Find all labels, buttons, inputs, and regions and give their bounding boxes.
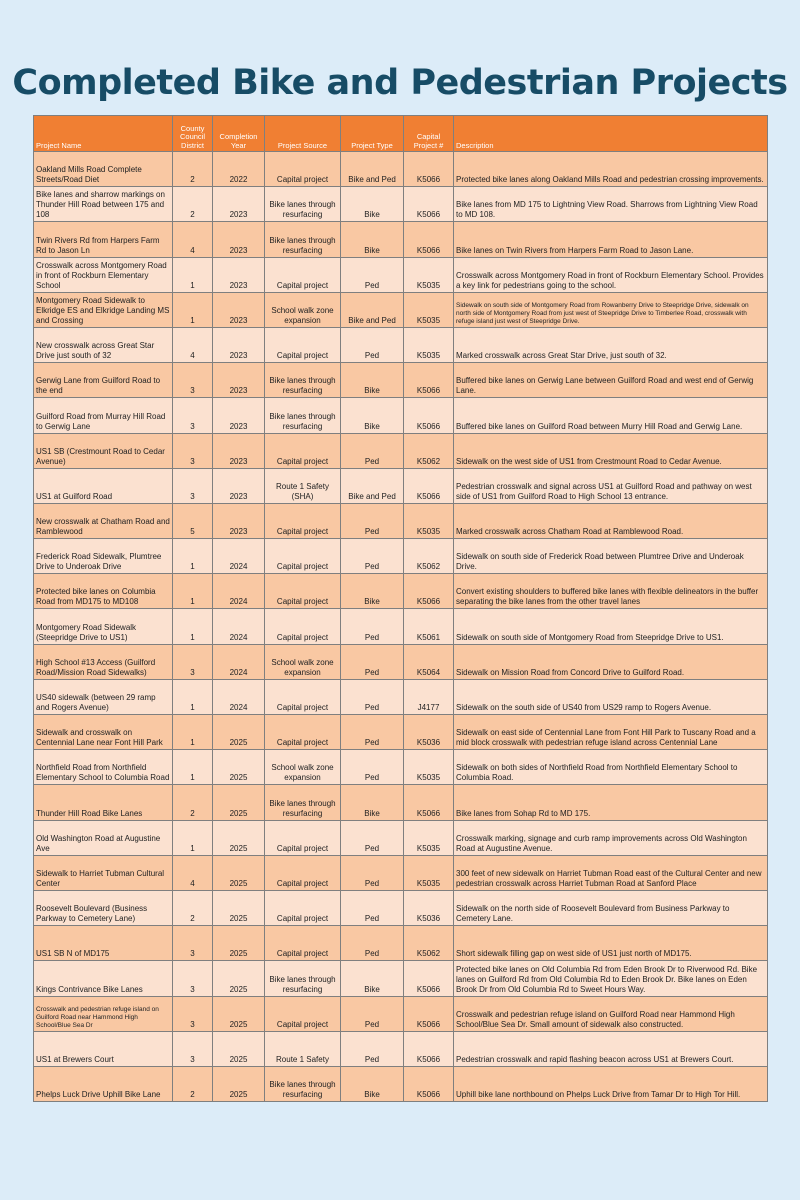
cell-source: Route 1 Safety (SHA) [265, 468, 341, 503]
cell-district: 1 [173, 750, 213, 785]
table-row [34, 574, 768, 609]
cell-source: Bike lanes through resurfacing [265, 785, 341, 820]
cell-source: Capital project [265, 996, 341, 1031]
cell-capital: K5035 [404, 750, 454, 785]
cell-capital: K5066 [404, 398, 454, 433]
cell-type: Bike [341, 398, 404, 433]
cell-district: 2 [173, 152, 213, 187]
cell-description: Sidewalk on south side of Frederick Road between Plumtree Drive and Underoak Drive. [454, 539, 768, 574]
table-row [34, 222, 768, 257]
cell-district: 1 [173, 257, 213, 292]
cell-source: Bike lanes through resurfacing [265, 187, 341, 222]
cell-district: 4 [173, 327, 213, 362]
cell-year: 2025 [213, 750, 265, 785]
table-row [34, 152, 768, 187]
cell-description: Marked crosswalk across Chatham Road at Ramblewood Road. [454, 503, 768, 538]
cell-source: Capital project [265, 327, 341, 362]
table-row [34, 503, 768, 538]
cell-year: 2024 [213, 609, 265, 644]
cell-year: 2023 [213, 433, 265, 468]
cell-district: 5 [173, 503, 213, 538]
cell-description: Sidewalk on east side of Centennial Lane from Font Hill Park to Tuscany Road and a mid block crosswalk with pedestrian refuge island across Centennial Lane [454, 715, 768, 750]
cell-description: Marked crosswalk across Great Star Drive, just south of 32. [454, 327, 768, 362]
cell-district: 3 [173, 1031, 213, 1066]
cell-project-name: Frederick Road Sidewalk, Plumtree Drive to Underoak Drive [34, 539, 173, 574]
cell-type: Bike [341, 222, 404, 257]
cell-source: Capital project [265, 820, 341, 855]
cell-capital: K5066 [404, 363, 454, 398]
cell-type: Bike and Ped [341, 468, 404, 503]
cell-year: 2023 [213, 468, 265, 503]
cell-project-name: Bike lanes and sharrow markings on Thunder Hill Road between 175 and 108 [34, 187, 173, 222]
cell-district: 1 [173, 679, 213, 714]
cell-year: 2023 [213, 398, 265, 433]
cell-project-name: Oakland Mills Road Complete Streets/Road Diet [34, 152, 173, 187]
cell-year: 2023 [213, 292, 265, 327]
cell-district: 3 [173, 433, 213, 468]
cell-capital: K5035 [404, 327, 454, 362]
cell-district: 1 [173, 539, 213, 574]
cell-project-name: High School #13 Access (Guilford Road/Mission Road Sidewalks) [34, 644, 173, 679]
cell-capital: K5035 [404, 503, 454, 538]
cell-source: Bike lanes through resurfacing [265, 222, 341, 257]
cell-type: Bike [341, 187, 404, 222]
cell-district: 3 [173, 996, 213, 1031]
cell-capital: K5066 [404, 152, 454, 187]
cell-year: 2025 [213, 1066, 265, 1101]
cell-description: Pedestrian crosswalk and signal across US1 at Guilford Road and pathway on west side of US1 from Guilford Road to High School 13 entrance. [454, 468, 768, 503]
cell-year: 2025 [213, 1031, 265, 1066]
cell-source: School walk zone expansion [265, 750, 341, 785]
cell-capital: K5035 [404, 292, 454, 327]
cell-capital: K5066 [404, 785, 454, 820]
table-row [34, 785, 768, 820]
table-row [34, 609, 768, 644]
table-row [34, 257, 768, 292]
cell-type: Ped [341, 715, 404, 750]
cell-year: 2025 [213, 961, 265, 996]
cell-year: 2025 [213, 996, 265, 1031]
cell-source: School walk zone expansion [265, 292, 341, 327]
cell-capital: K5035 [404, 820, 454, 855]
cell-year: 2025 [213, 785, 265, 820]
cell-year: 2025 [213, 820, 265, 855]
cell-type: Ped [341, 996, 404, 1031]
cell-type: Ped [341, 890, 404, 925]
cell-description: Protected bike lanes along Oakland Mills Road and pedestrian crossing improvements. [454, 152, 768, 187]
cell-type: Ped [341, 855, 404, 890]
cell-description: Buffered bike lanes on Gerwig Lane between Guilford Road and west end of Gerwig Lane. [454, 363, 768, 398]
cell-capital: K5066 [404, 222, 454, 257]
cell-source: Capital project [265, 715, 341, 750]
cell-project-name: US1 SB N of MD175 [34, 926, 173, 961]
cell-type: Bike [341, 961, 404, 996]
cell-description: Bike lanes on Twin Rivers from Harpers Farm Road to Jason Lane. [454, 222, 768, 257]
cell-district: 2 [173, 890, 213, 925]
cell-project-name: Montgomery Road Sidewalk to Elkridge ES and Elkridge Landing MS and Crossing [34, 292, 173, 327]
table-row [34, 644, 768, 679]
cell-type: Ped [341, 503, 404, 538]
cell-description: Buffered bike lanes on Guilford Road between Murry Hill Road and Gerwig Lane. [454, 398, 768, 433]
cell-description: Sidewalk on south side of Montgomery Road from Rowanberry Drive to Steepridge Drive, sidewalk on north side of Montgomery Road from just west of Steepridge Drive to Timberlee Road, crosswalk with refuge island just west of Steepridge Drive. [454, 292, 768, 327]
cell-capital: K5061 [404, 609, 454, 644]
cell-description: Crosswalk across Montgomery Road in front of Rockburn Elementary School. Provides a key link for pedestrians going to the school. [454, 257, 768, 292]
cell-description: Sidewalk on both sides of Northfield Road from Northfield Elementary School to Columbia Road. [454, 750, 768, 785]
cell-project-name: Phelps Luck Drive Uphill Bike Lane [34, 1066, 173, 1101]
cell-project-name: Thunder Hill Road Bike Lanes [34, 785, 173, 820]
cell-year: 2022 [213, 152, 265, 187]
cell-year: 2025 [213, 715, 265, 750]
cell-year: 2024 [213, 679, 265, 714]
cell-project-name: Old Washington Road at Augustine Ave [34, 820, 173, 855]
projects-table [33, 115, 768, 1102]
table-row [34, 539, 768, 574]
cell-type: Ped [341, 750, 404, 785]
cell-type: Ped [341, 926, 404, 961]
cell-district: 3 [173, 363, 213, 398]
cell-capital: K5062 [404, 539, 454, 574]
table-row [34, 996, 768, 1031]
cell-source: Capital project [265, 257, 341, 292]
cell-capital: K5035 [404, 855, 454, 890]
cell-capital: K5066 [404, 996, 454, 1031]
cell-project-name: US1 SB (Crestmount Road to Cedar Avenue) [34, 433, 173, 468]
cell-capital: K5064 [404, 644, 454, 679]
cell-source: Capital project [265, 152, 341, 187]
cell-district: 1 [173, 609, 213, 644]
cell-project-name: Guilford Road from Murray Hill Road to Gerwig Lane [34, 398, 173, 433]
cell-year: 2025 [213, 855, 265, 890]
page-title: Completed Bike and Pedestrian Projects [12, 63, 788, 104]
cell-type: Ped [341, 327, 404, 362]
cell-description: Protected bike lanes on Old Columbia Rd from Eden Brook Dr to Riverwood Rd. Bike lanes on Guilford Rd from Old Columbia Rd to Eden Brook Dr. Bike lanes on Eden Brook Dr from Old Columbia Rd to Sweet Hours Way. [454, 961, 768, 996]
cell-project-name: Sidewalk and crosswalk on Centennial Lane near Font Hill Park [34, 715, 173, 750]
cell-source: Capital project [265, 574, 341, 609]
cell-capital: K5066 [404, 961, 454, 996]
cell-description: Short sidewalk filling gap on west side of US1 just north of MD175. [454, 926, 768, 961]
cell-capital: K5035 [404, 257, 454, 292]
cell-district: 4 [173, 222, 213, 257]
cell-description: Sidewalk on the north side of Roosevelt Boulevard from Business Parkway to Cemetery Lane. [454, 890, 768, 925]
cell-project-name: New crosswalk at Chatham Road and Ramblewood [34, 503, 173, 538]
cell-project-name: Gerwig Lane from Guilford Road to the end [34, 363, 173, 398]
table-row [34, 750, 768, 785]
table-row [34, 1066, 768, 1101]
header-row [34, 116, 768, 152]
cell-type: Bike [341, 1066, 404, 1101]
cell-district: 3 [173, 926, 213, 961]
column-header-year: Completion Year [213, 116, 265, 152]
cell-project-name: US40 sidewalk (between 29 ramp and Rogers Avenue) [34, 679, 173, 714]
cell-year: 2024 [213, 644, 265, 679]
cell-district: 1 [173, 820, 213, 855]
cell-type: Ped [341, 257, 404, 292]
cell-district: 1 [173, 574, 213, 609]
cell-description: Convert existing shoulders to buffered bike lanes with flexible delineators in the buffer separating the bike lanes from the other travel lanes [454, 574, 768, 609]
cell-year: 2025 [213, 926, 265, 961]
cell-source: Capital project [265, 926, 341, 961]
cell-type: Ped [341, 539, 404, 574]
cell-source: Capital project [265, 539, 341, 574]
cell-year: 2024 [213, 574, 265, 609]
cell-year: 2025 [213, 890, 265, 925]
cell-project-name: Roosevelt Boulevard (Business Parkway to Cemetery Lane) [34, 890, 173, 925]
cell-district: 3 [173, 644, 213, 679]
table-row [34, 679, 768, 714]
cell-district: 2 [173, 785, 213, 820]
cell-description: Uphill bike lane northbound on Phelps Luck Drive from Tamar Dr to High Tor Hill. [454, 1066, 768, 1101]
cell-type: Bike [341, 785, 404, 820]
table-row [34, 433, 768, 468]
cell-district: 1 [173, 292, 213, 327]
cell-source: Capital project [265, 679, 341, 714]
cell-year: 2023 [213, 187, 265, 222]
table-row [34, 363, 768, 398]
column-header-type: Project Type [341, 116, 404, 152]
cell-project-name: Protected bike lanes on Columbia Road from MD175 to MD108 [34, 574, 173, 609]
cell-year: 2024 [213, 539, 265, 574]
cell-district: 2 [173, 1066, 213, 1101]
table-row [34, 820, 768, 855]
column-header-project-name: Project Name [34, 116, 173, 152]
cell-capital: K5066 [404, 468, 454, 503]
cell-district: 2 [173, 187, 213, 222]
table-row [34, 1031, 768, 1066]
cell-capital: J4177 [404, 679, 454, 714]
cell-source: Bike lanes through resurfacing [265, 1066, 341, 1101]
table-row [34, 292, 768, 327]
cell-project-name: Crosswalk across Montgomery Road in front of Rockburn Elementary School [34, 257, 173, 292]
cell-type: Bike and Ped [341, 152, 404, 187]
cell-year: 2023 [213, 327, 265, 362]
cell-project-name: US1 at Brewers Court [34, 1031, 173, 1066]
column-header-capital: Capital Project # [404, 116, 454, 152]
cell-description: Pedestrian crosswalk and rapid flashing beacon across US1 at Brewers Court. [454, 1031, 768, 1066]
column-header-source: Project Source [265, 116, 341, 152]
cell-source: Route 1 Safety [265, 1031, 341, 1066]
cell-type: Ped [341, 609, 404, 644]
cell-type: Bike and Ped [341, 292, 404, 327]
cell-project-name: Kings Contrivance Bike Lanes [34, 961, 173, 996]
column-header-description: Description [454, 116, 768, 152]
table-row [34, 961, 768, 996]
cell-project-name: Montgomery Road Sidewalk (Steepridge Drive to US1) [34, 609, 173, 644]
cell-project-name: US1 at Guilford Road [34, 468, 173, 503]
table-row [34, 890, 768, 925]
cell-source: Capital project [265, 433, 341, 468]
cell-district: 3 [173, 468, 213, 503]
cell-capital: K5066 [404, 187, 454, 222]
cell-capital: K5066 [404, 1066, 454, 1101]
table-row [34, 926, 768, 961]
cell-year: 2023 [213, 503, 265, 538]
cell-description: 300 feet of new sidewalk on Harriet Tubman Road east of the Cultural Center and new pedestrian crosswalk across Harriet Tubman Road at Sanford Place [454, 855, 768, 890]
cell-description: Bike lanes from MD 175 to Lightning View Road. Sharrows from Lightning View Road to MD 108. [454, 187, 768, 222]
cell-source: Capital project [265, 503, 341, 538]
cell-description: Sidewalk on Mission Road from Concord Drive to Guilford Road. [454, 644, 768, 679]
cell-district: 3 [173, 961, 213, 996]
cell-description: Bike lanes from Sohap Rd to MD 175. [454, 785, 768, 820]
cell-year: 2023 [213, 363, 265, 398]
cell-source: Capital project [265, 855, 341, 890]
cell-project-name: New crosswalk across Great Star Drive just south of 32 [34, 327, 173, 362]
cell-capital: K5062 [404, 433, 454, 468]
cell-type: Ped [341, 820, 404, 855]
cell-type: Ped [341, 433, 404, 468]
cell-project-name: Twin Rivers Rd from Harpers Farm Rd to Jason Ln [34, 222, 173, 257]
cell-type: Ped [341, 644, 404, 679]
cell-district: 4 [173, 855, 213, 890]
cell-description: Sidewalk on south side of Montgomery Road from Steepridge Drive to US1. [454, 609, 768, 644]
column-header-district: County Council District [173, 116, 213, 152]
cell-capital: K5062 [404, 926, 454, 961]
cell-source: Capital project [265, 890, 341, 925]
cell-description: Sidewalk on the west side of US1 from Crestmount Road to Cedar Avenue. [454, 433, 768, 468]
cell-capital: K5036 [404, 715, 454, 750]
cell-year: 2023 [213, 257, 265, 292]
cell-capital: K5036 [404, 890, 454, 925]
table-row [34, 327, 768, 362]
table-row [34, 715, 768, 750]
cell-source: Capital project [265, 609, 341, 644]
cell-type: Bike [341, 363, 404, 398]
cell-project-name: Crosswalk and pedestrian refuge island on Guilford Road near Hammond High School/Blue Sea Dr [34, 996, 173, 1031]
cell-capital: K5066 [404, 1031, 454, 1066]
cell-description: Sidewalk on the south side of US40 from US29 ramp to Rogers Avenue. [454, 679, 768, 714]
cell-project-name: Sidewalk to Harriet Tubman Cultural Center [34, 855, 173, 890]
table-row [34, 398, 768, 433]
cell-source: Bike lanes through resurfacing [265, 961, 341, 996]
table-row [34, 468, 768, 503]
cell-year: 2023 [213, 222, 265, 257]
cell-type: Bike [341, 574, 404, 609]
cell-capital: K5066 [404, 574, 454, 609]
table-row [34, 187, 768, 222]
cell-source: Bike lanes through resurfacing [265, 398, 341, 433]
cell-description: Crosswalk marking, signage and curb ramp improvements across Old Washington Road at Augustine Avenue. [454, 820, 768, 855]
cell-source: Bike lanes through resurfacing [265, 363, 341, 398]
cell-project-name: Northfield Road from Northfield Elementary School to Columbia Road [34, 750, 173, 785]
cell-source: School walk zone expansion [265, 644, 341, 679]
cell-district: 1 [173, 715, 213, 750]
cell-district: 3 [173, 398, 213, 433]
cell-type: Ped [341, 1031, 404, 1066]
cell-description: Crosswalk and pedestrian refuge island on Guilford Road near Hammond High School/Blue Sea Dr. Small amount of sidewalk also constructed. [454, 996, 768, 1031]
table-row [34, 855, 768, 890]
cell-type: Ped [341, 679, 404, 714]
